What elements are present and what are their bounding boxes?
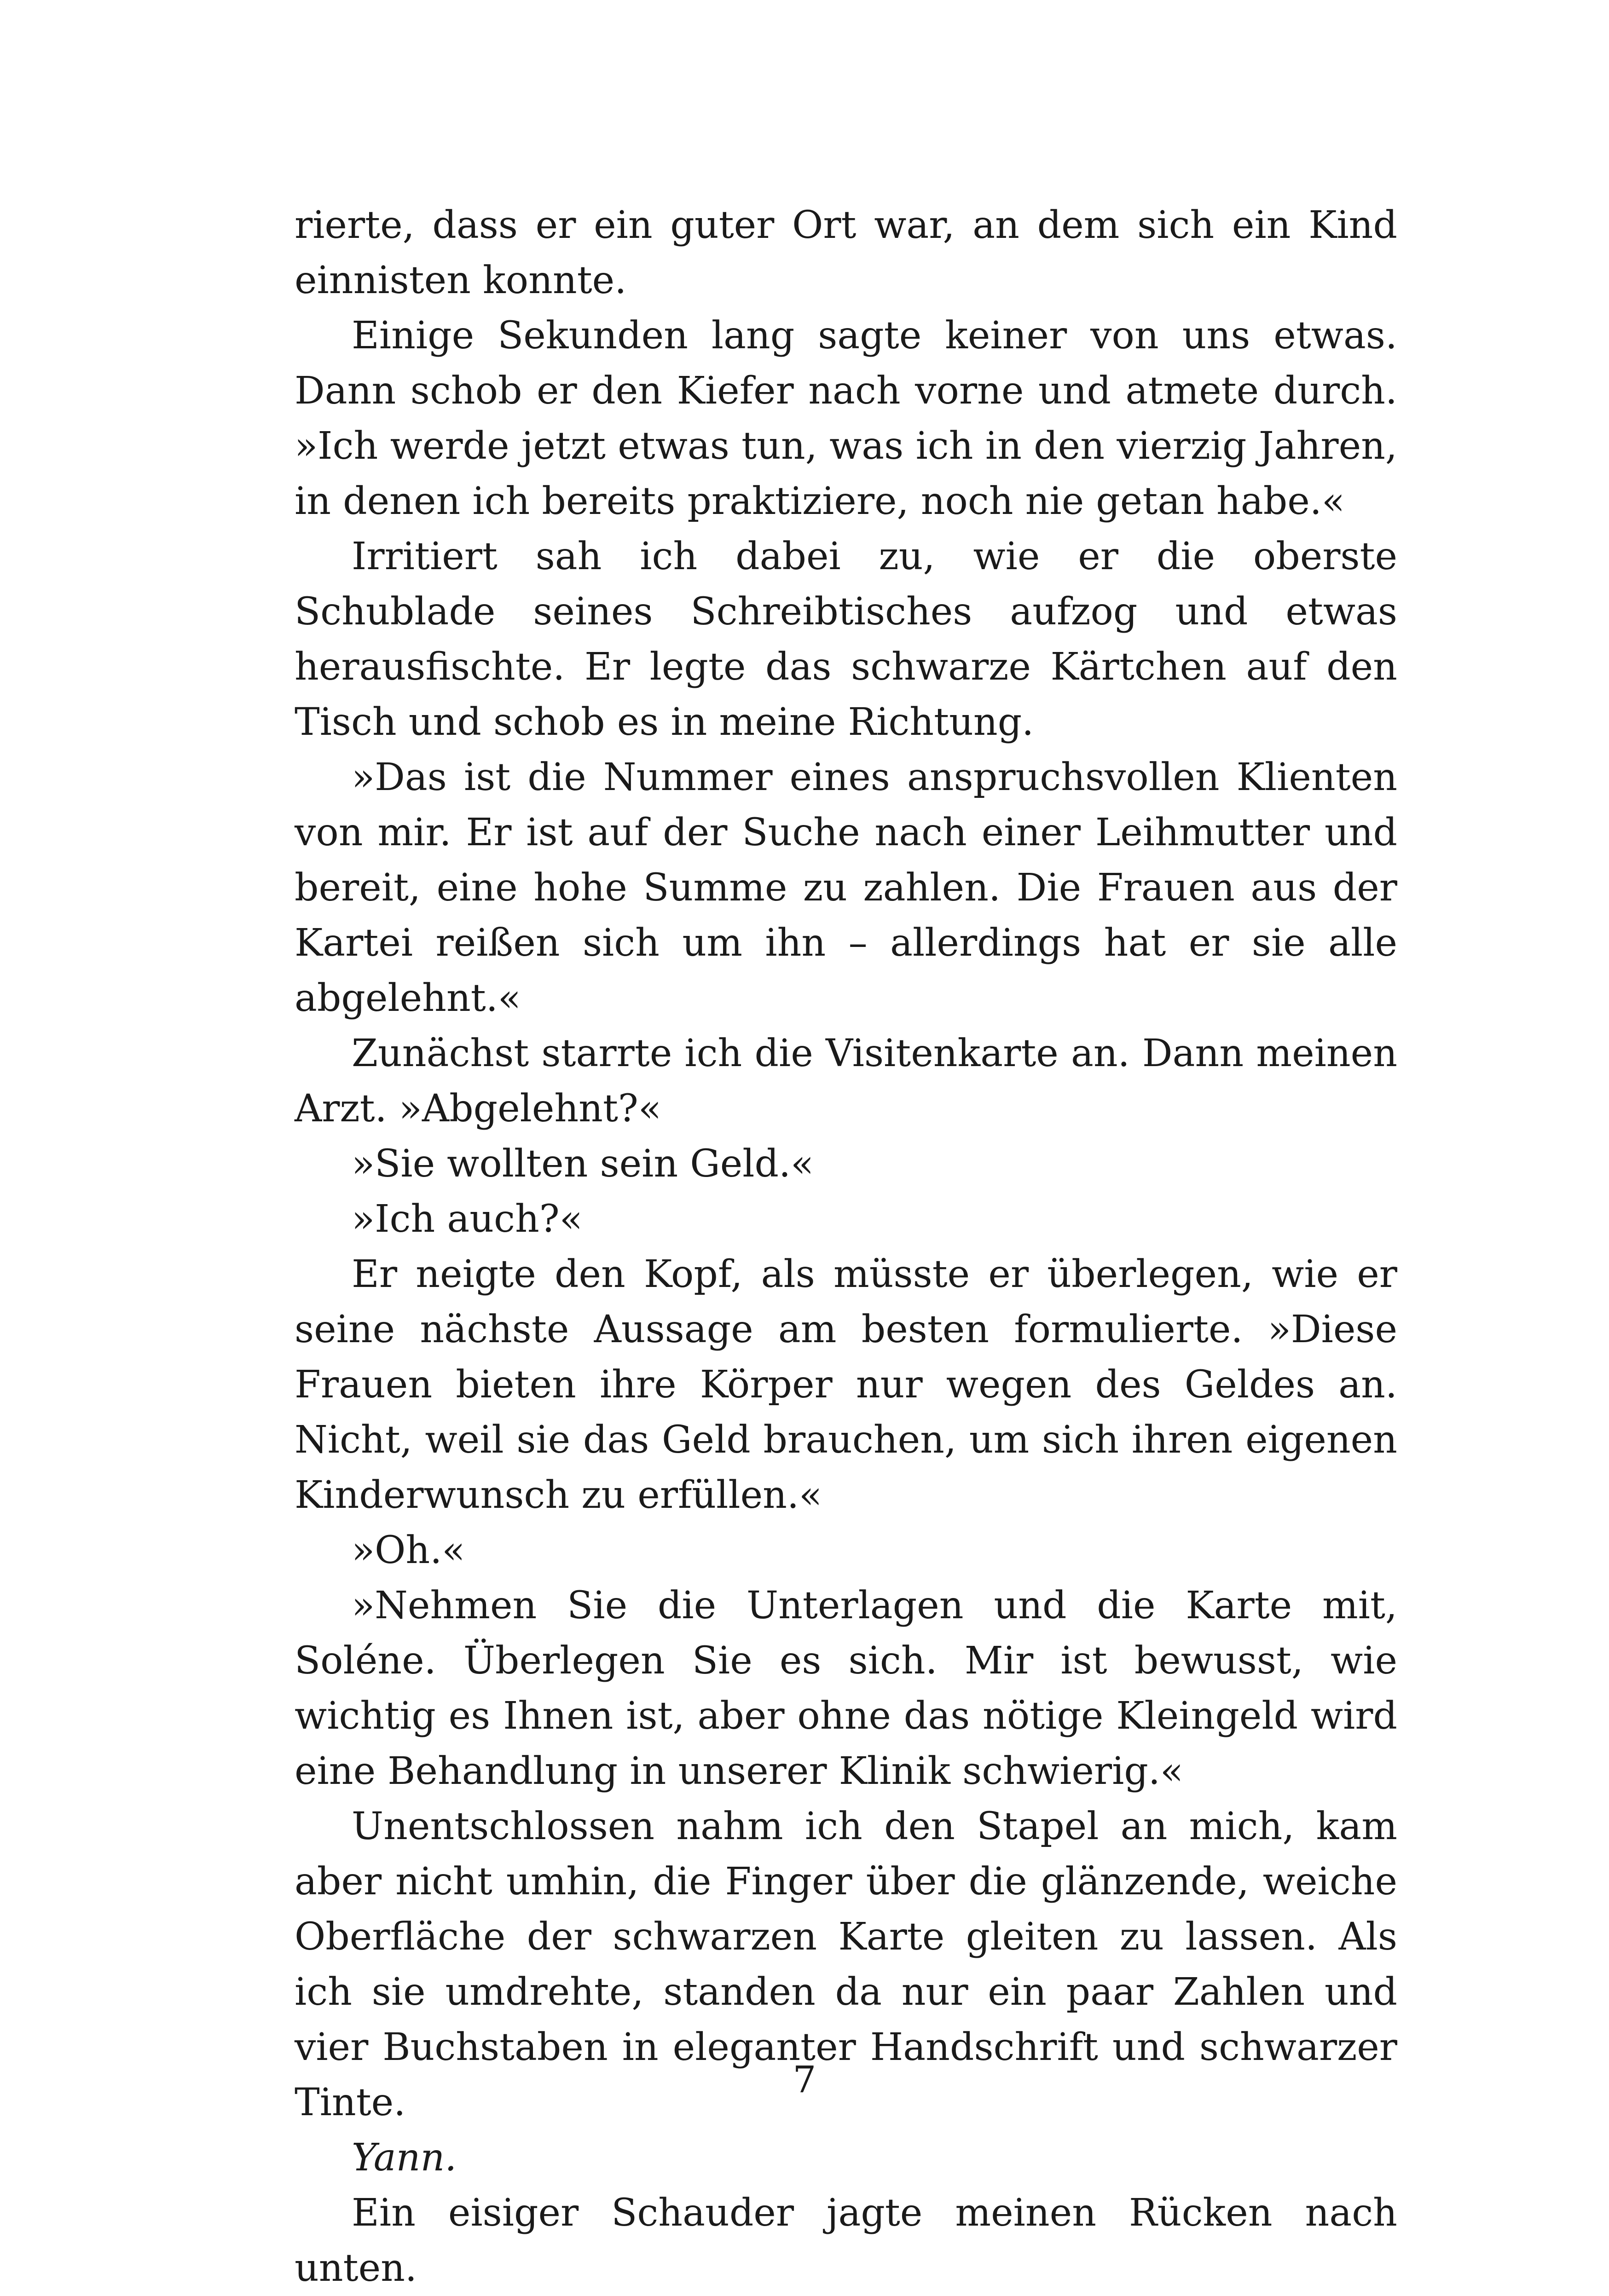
paragraph: Irritiert sah ich dabei zu, wie er die oberste Schublade seines Schreibtisches aufzog und etwas herausfischte. Er legte das schwarze Kärtchen auf den Tisch und schob es in meine Richtung. <box>295 535 1397 744</box>
page-number: 7 <box>793 2058 816 2101</box>
paragraph: »Oh.« <box>352 1529 465 1572</box>
paragraph: »Nehmen Sie die Unterlagen und die Karte mit, Soléne. Überlegen Sie es sich. Mir ist bewusst, wie wichtig es Ihnen ist, aber ohne das nötige Kleingeld wird eine Behandlung in unserer Klinik schwierig.« <box>295 1584 1397 1793</box>
paragraph: »Das ist die Nummer eines anspruchsvollen Klienten von mir. Er ist auf der Suche nach einer Leihmutter und bereit, eine hohe Summe zu zahlen. Die Frauen aus der Kartei reißen sich um ihn – allerdings hat er sie alle abgelehnt.« <box>295 756 1397 1020</box>
paragraph-italic <box>295 2130 1397 2186</box>
paragraph: Unentschlossen nahm ich den Stapel an mich, kam aber nicht umhin, die Finger über die glänzende, weiche Oberfläche der schwarzen Karte gleiten zu lassen. Als ich sie umdrehte, standen da nur ein paar Zahlen und vier Buchstaben in eleganter Handschrift und schwarzer Tinte. <box>295 1805 1397 2124</box>
body-text <box>295 198 1397 2296</box>
paragraph: Ein eisiger Schauder jagte meinen Rücken nach unten. <box>295 2191 1397 2290</box>
paragraph: Er neigte den Kopf, als müsste er überlegen, wie er seine nächste Aussage am besten formulierte. »Diese Frauen bieten ihre Körper nur wegen des Geldes an. Nicht, weil sie das Geld brauchen, um sich ihren eigenen Kinderwunsch zu erfüllen.« <box>295 1252 1397 1517</box>
paragraph: rierte, dass er ein guter Ort war, an dem sich ein Kind einnisten konnte. <box>295 203 1397 302</box>
paragraph: Zunächst starrte ich die Visitenkarte an. Dann meinen Arzt. »Abgelehnt?« <box>295 1032 1397 1131</box>
italic-name: Yann. <box>352 2136 457 2180</box>
paragraph: »Ich auch?« <box>352 1197 583 1241</box>
paragraph: »Sie wollten sein Geld.« <box>352 1142 814 1186</box>
paragraph: Einige Sekunden lang sagte keiner von uns etwas. Dann schob er den Kiefer nach vorne und atmete durch. »Ich werde jetzt etwas tun, was ich in den vierzig Jahren, in denen ich bereits praktiziere, noch nie getan habe.« <box>295 314 1397 523</box>
